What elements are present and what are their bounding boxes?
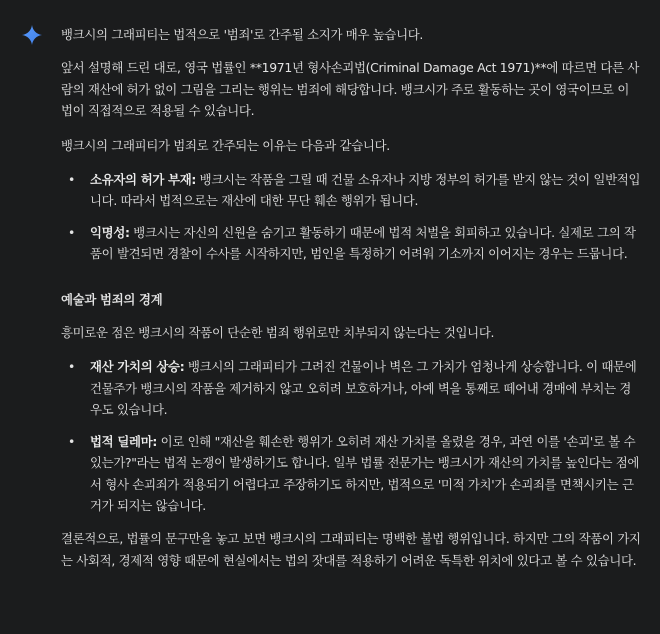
bullet-icon: • bbox=[68, 359, 76, 375]
list-item-title: 법적 딜레마: bbox=[90, 433, 158, 449]
intro-text: 뱅크시의 그래피티는 법적으로 '범죄'로 간주될 소지가 매우 높습니다. bbox=[61, 27, 424, 42]
list-item-title: 익명성: bbox=[90, 224, 130, 240]
list-item bbox=[61, 431, 641, 517]
list-item-text: 이로 인해 "재산을 훼손한 행위가 오히려 재산 가치를 올렸을 경우, 과연 이를 '손괴'로 볼 수 있는가?"라는 법적 논쟁이 발생하기도 합니다. 일부 법률 전문가는 뱅크시가 재산의 가치를 높인다는 점에서 형사 손괴죄가 적용되기 어렵다고 주장하기도 하지만, 법적으로 '미적 가치'가 손괴죄를 면책시키는 근거가 되지는 않습니다. bbox=[90, 433, 640, 513]
bullet-icon: • bbox=[68, 224, 76, 240]
bullet-icon: • bbox=[68, 433, 76, 449]
boundary-intro: 흥미로운 점은 뱅크시의 작품이 단순한 범죄 행위로만 치부되지 않는다는 것입니다. bbox=[61, 325, 495, 341]
response-content bbox=[61, 24, 641, 571]
list-item-text: 뱅크시의 그래피티가 그려진 건물이나 벽은 그 가치가 엄청나게 상승합니다. 이 때문에 건물주가 뱅크시의 작품을 제거하지 않고 오히려 보호하거나, 아예 벽을 통째로 떼어내 경매에 부치는 경우도 있습니다. bbox=[90, 359, 637, 418]
sparkle-icon bbox=[22, 25, 42, 45]
reasons-intro: 뱅크시의 그래피티가 범죄로 간주되는 이유는 다음과 같습니다. bbox=[61, 137, 390, 153]
list-item-text: 뱅크시는 자신의 신원을 숨기고 활동하기 때문에 법적 처벌을 회피하고 있습니다. 실제로 그의 작품이 발견되면 경찰이 수사를 시작하지만, 범인을 특정하기 어려워 기소까지 이어지는 경우는 드뭅니다. bbox=[90, 224, 636, 262]
law-paragraph: 앞서 설명해 드린 대로, 영국 법률인 **1971년 형사손괴법(Criminal Damage Act 1971)**에 따르면 다른 사람의 재산에 허가 없이 그림을 그리는 행위는 범죄에 해당합니다. 뱅크시가 주로 활동하는 곳이 영국이므로 이 법이 직접적으로 적용될 수 있습니다. bbox=[61, 60, 640, 119]
reasons-list bbox=[61, 169, 641, 265]
list-item-text: 뱅크시는 작품을 그릴 때 건물 소유자나 지방 정부의 허가를 받지 않는 것이 일반적입니다. 따라서 법적으로는 재산에 대한 무단 훼손 행위가 됩니다. bbox=[90, 172, 641, 209]
list-item bbox=[61, 222, 641, 265]
conclusion-text: 결론적으로, 법률의 문구만을 놓고 보면 뱅크시의 그래피티는 명백한 불법 행위입니다. 하지만 그의 작품이 가지는 사회적, 경제적 영향 때문에 현실에서는 법의 잣대를 적용하기 어려운 독특한 위치에 있다고 볼 수 있습니다. bbox=[61, 531, 641, 568]
boundary-list bbox=[61, 356, 641, 516]
list-item bbox=[61, 356, 641, 420]
section-heading: 예술과 범죄의 경계 bbox=[61, 291, 163, 307]
bullet-icon: • bbox=[68, 172, 76, 188]
list-item-title: 재산 가치의 상승: bbox=[90, 359, 185, 375]
list-item bbox=[61, 169, 641, 212]
list-item-title: 소유자의 허가 부재: bbox=[90, 172, 197, 188]
